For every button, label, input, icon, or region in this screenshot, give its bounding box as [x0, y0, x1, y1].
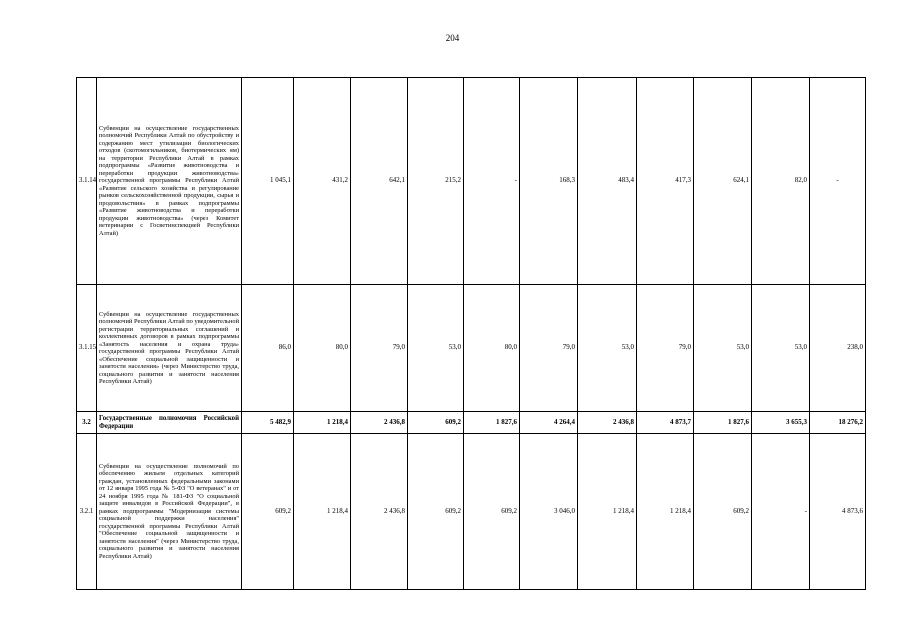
- value-cell: 53,0: [408, 285, 464, 412]
- value-cell: 483,4: [578, 78, 637, 285]
- row-description: Государственные полномочия Российской Федерации: [97, 412, 242, 434]
- table-row: [77, 78, 866, 285]
- value-cell: 609,2: [694, 434, 752, 590]
- value-cell: 417,3: [637, 78, 694, 285]
- value-cell: 79,0: [637, 285, 694, 412]
- table-row: [77, 412, 866, 434]
- value-cell: 86,0: [242, 285, 294, 412]
- value-cell: 4 873,7: [637, 412, 694, 434]
- value-cell: 609,2: [464, 434, 520, 590]
- value-cell: 79,0: [351, 285, 408, 412]
- value-cell: 4 264,4: [520, 412, 578, 434]
- row-code: 3.2.1: [77, 434, 97, 590]
- value-cell: 609,2: [408, 412, 464, 434]
- value-cell: 1 218,4: [578, 434, 637, 590]
- value-cell: 1 045,1: [242, 78, 294, 285]
- value-cell: 1 827,6: [464, 412, 520, 434]
- table-row: [77, 285, 866, 412]
- row-code: 3.1.14: [77, 78, 97, 285]
- row-code: 3.2: [77, 412, 97, 434]
- value-cell: 53,0: [694, 285, 752, 412]
- value-cell: 1 218,4: [294, 412, 351, 434]
- value-cell: 168,3: [520, 78, 578, 285]
- row-description: Субвенции на осуществление государственных полномочий Республики Алтай по уведомительной регистрации территориальных соглашений и коллективных договоров в рамках подпрограммы «Занятость населения и охрана труда» государственной программы Республики Алтай «Обеспечение социальной защищенности и занятости населения» (через Министерство труда, социального развития и занятости населения Республики Алтай): [97, 285, 242, 412]
- table-row: [77, 434, 866, 590]
- budget-table: [76, 77, 866, 590]
- value-cell: 53,0: [752, 285, 810, 412]
- value-cell: -: [810, 78, 866, 285]
- value-cell: 3 655,3: [752, 412, 810, 434]
- value-cell: 1 827,6: [694, 412, 752, 434]
- value-cell: 1 218,4: [637, 434, 694, 590]
- value-cell: -: [464, 78, 520, 285]
- value-cell: 609,2: [242, 434, 294, 590]
- value-cell: 80,0: [294, 285, 351, 412]
- value-cell: 5 482,9: [242, 412, 294, 434]
- value-cell: 3 046,0: [520, 434, 578, 590]
- value-cell: 624,1: [694, 78, 752, 285]
- value-cell: 642,1: [351, 78, 408, 285]
- value-cell: 79,0: [520, 285, 578, 412]
- value-cell: 53,0: [578, 285, 637, 412]
- value-cell: -: [752, 434, 810, 590]
- value-cell: 2 436,8: [351, 434, 408, 590]
- value-cell: 609,2: [408, 434, 464, 590]
- value-cell: 215,2: [408, 78, 464, 285]
- value-cell: 80,0: [464, 285, 520, 412]
- value-cell: 238,0: [810, 285, 866, 412]
- value-cell: 2 436,8: [578, 412, 637, 434]
- page-number: 204: [445, 33, 460, 43]
- value-cell: 4 873,6: [810, 434, 866, 590]
- value-cell: 2 436,8: [351, 412, 408, 434]
- table-body: [77, 78, 866, 590]
- row-code: 3.1.15: [77, 285, 97, 412]
- value-cell: 82,0: [752, 78, 810, 285]
- row-description: Субвенции на осуществление полномочий по обеспечению жильем отдельных категорий граждан, установленных федеральными законами от 12 января 1995 года № 5-ФЗ "О ветеранах" и от 24 ноября 1995 года № 181-ФЗ "О социальной защите инвалидов в Российской Федерации", в рамках подпрограммы "Модернизация системы социальной поддержки населения" государственной программы Республики Алтай "Обеспечение социальной защищенности и занятости населения" (через Министерство труда, социального развития и занятости населения Республики Алтай): [97, 434, 242, 590]
- value-cell: 431,2: [294, 78, 351, 285]
- row-description: Субвенции на осуществление государственных полномочий Республики Алтай по обустройству и содержанию мест утилизации биологических отходов (скотомогильников, биотермических ям) на территории Республики Алтай в рамках подпрограммы «Развитие животноводства и переработки продукции животноводства» государственной программы Республики Алтай «Развитие сельского хозяйства и регулирование рынков сельскохозяйственной продукции, сырья и продовольствия» в рамках подпрограммы «Развитие животноводства и переработки продукции животноводства» (через Комитет ветеринарии с Госветинспекцией Республики Алтай): [97, 78, 242, 285]
- value-cell: 18 276,2: [810, 412, 866, 434]
- value-cell: 1 218,4: [294, 434, 351, 590]
